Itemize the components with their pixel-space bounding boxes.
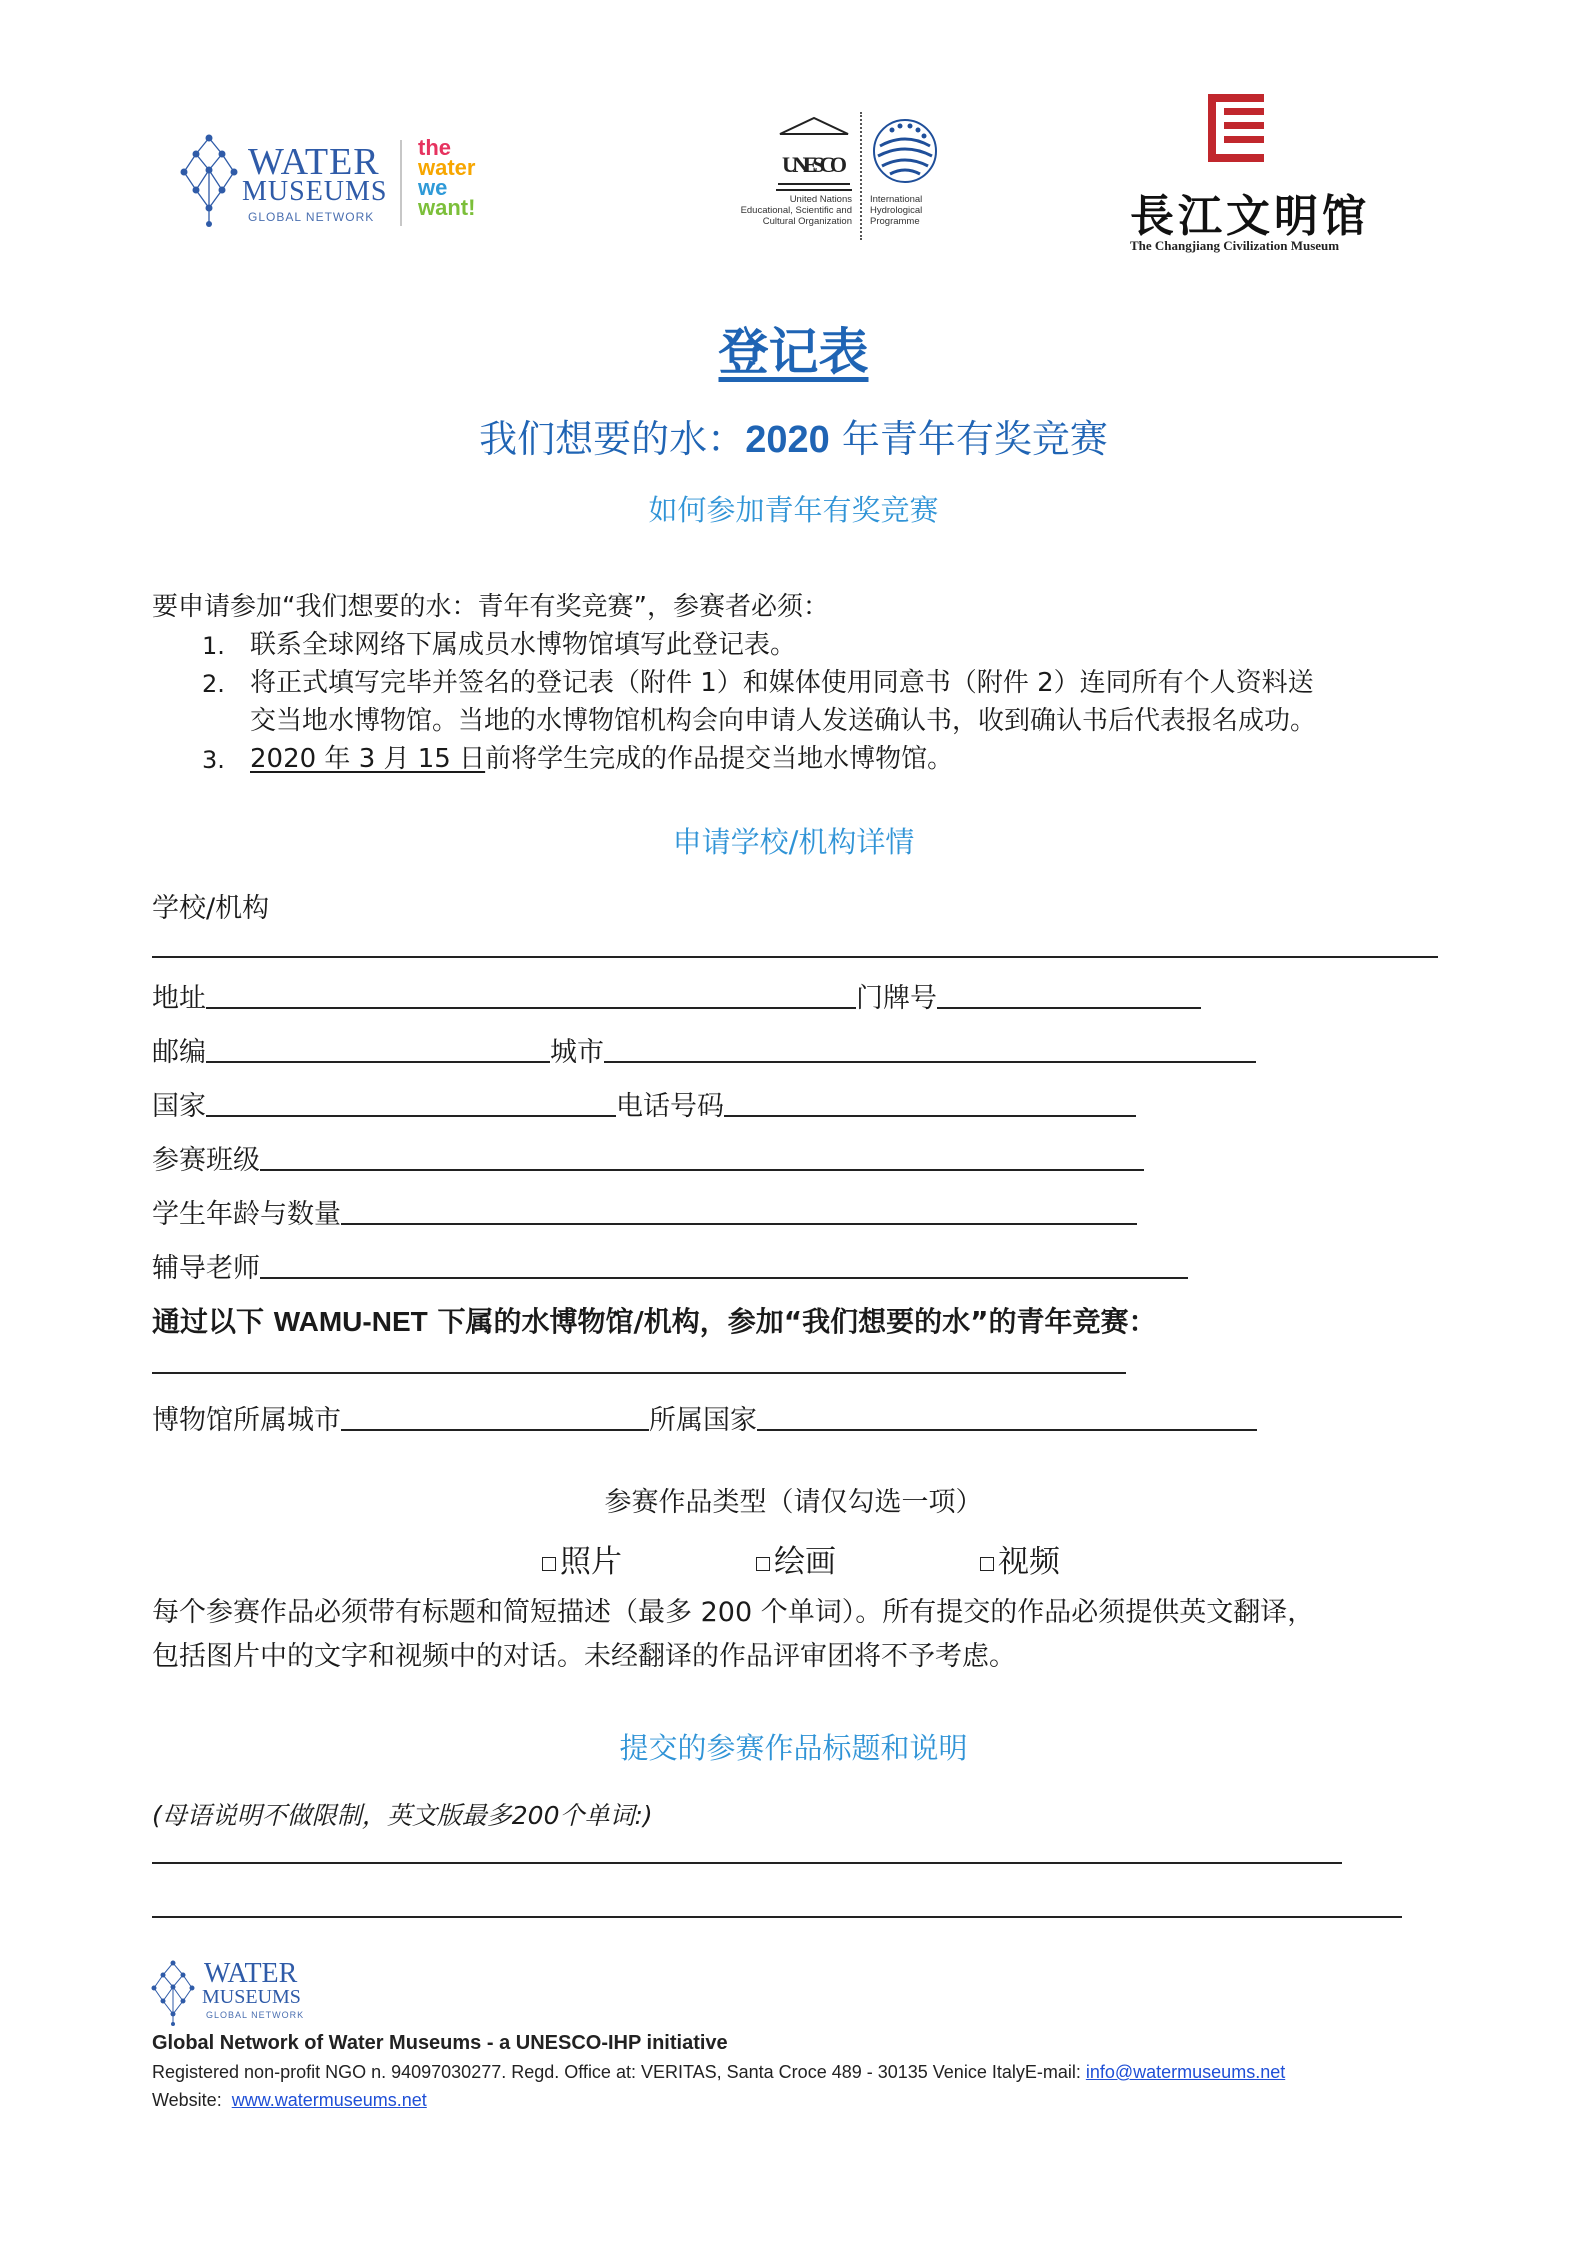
- country-label: 国家: [152, 1091, 206, 1122]
- unesco-name-line: Educational, Scientific and: [740, 205, 852, 216]
- wamu-word-network: GLOBAL NETWORK: [248, 210, 375, 224]
- intro-text: 要申请参加“我们想要的水：青年有奖竞赛”，参赛者必须：: [152, 592, 829, 622]
- footer-registration-text: Registered non-profit NGO n. 94097030277. Regd. Office at: VERITAS, Santa Croce 489 - 30135 Venice ItalyE-mail:: [152, 2062, 1086, 2082]
- logo-divider: [400, 140, 402, 226]
- entry-type-photo[interactable]: [542, 1536, 622, 1581]
- footer-water-museums-logo: [150, 1958, 320, 2028]
- entry-description-line[interactable]: [152, 1916, 1402, 1918]
- tagline-word: the: [418, 135, 451, 160]
- class-label: 参赛班级: [152, 1145, 260, 1176]
- country-input-line[interactable]: [206, 1091, 616, 1117]
- footer-organization: Global Network of Water Museums - a UNESCO-IHP initiative: [152, 2032, 728, 2054]
- footer-website: [152, 2090, 427, 2111]
- footer-email-link[interactable]: info@watermuseums.net: [1085, 2062, 1286, 2082]
- step-number: 2.: [202, 670, 225, 698]
- phone-input-line[interactable]: [724, 1091, 1136, 1117]
- address-row: [152, 976, 1201, 1016]
- city-label: 城市: [550, 1037, 604, 1068]
- changjiang-museum-logo: [1120, 92, 1370, 262]
- teacher-row: [152, 1246, 1188, 1286]
- teacher-input-line[interactable]: [260, 1253, 1188, 1279]
- subtitle-prefix: 我们想要的水：: [479, 417, 746, 461]
- deadline-date: 2020 年 3 月 15 日: [250, 744, 486, 774]
- svg-text:UNESCO: UNESCO: [782, 152, 846, 177]
- checkbox[interactable]: [980, 1557, 994, 1571]
- requirements-line: 每个参赛作品必须带有标题和简短描述（最多 200 个单词）。所有提交的作品必须提供英文翻译，: [152, 1597, 1315, 1628]
- wamu-word-water: WATER: [248, 141, 380, 183]
- age-count-row: [152, 1192, 1137, 1232]
- water-museums-logo: [178, 130, 508, 230]
- footer-logo-museums: MUSEUMS: [202, 1986, 301, 2008]
- museum-city-label: 博物馆所属城市: [152, 1405, 341, 1436]
- step-number: 3.: [202, 746, 225, 774]
- section-heading-how-to: 如何参加青年有奖竞赛: [648, 493, 939, 527]
- red-seal-icon: [1200, 92, 1272, 164]
- teacher-label: 辅导老师: [152, 1253, 260, 1284]
- unesco-name-line: United Nations: [789, 194, 852, 205]
- ihp-name-line: Programme: [870, 216, 920, 227]
- unesco-ihp-logo: [720, 112, 960, 244]
- tagline-word: water: [418, 155, 476, 180]
- entry-type-option-label: 绘画: [774, 1544, 836, 1580]
- footer-logo-water: WATER: [204, 1958, 298, 1989]
- house-number-label: 门牌号: [856, 983, 937, 1014]
- footer-website-link[interactable]: www.watermuseums.net: [231, 2090, 427, 2110]
- page-title: 登记表: [718, 323, 869, 381]
- age-count-label: 学生年龄与数量: [152, 1199, 341, 1230]
- tagline-word: want!: [418, 195, 476, 220]
- changjiang-museum-chinese-name: 長江文明馆: [1130, 191, 1370, 242]
- step-text: [250, 740, 953, 778]
- age-count-input-line[interactable]: [341, 1199, 1137, 1225]
- address-input-line[interactable]: [206, 983, 856, 1009]
- unesco-name: [720, 194, 852, 227]
- logo-divider: [860, 112, 862, 240]
- entry-type-option-label: 照片: [560, 1544, 622, 1580]
- via-museum-text: [152, 1300, 1157, 1340]
- via-museum-suffix: 下属的水博物馆/机构，参加“我们想要的水”的青年竞赛：: [427, 1305, 1157, 1338]
- unesco-name-line: Cultural Organization: [762, 216, 852, 227]
- section-heading-entry-title: 提交的参赛作品标题和说明: [619, 1731, 968, 1765]
- ihp-globe-icon: [870, 116, 940, 186]
- address-label: 地址: [152, 983, 206, 1014]
- entry-description-line[interactable]: [152, 1862, 1342, 1864]
- class-input-line[interactable]: [260, 1145, 1144, 1171]
- entry-type-option-label: 视频: [998, 1544, 1060, 1580]
- changjiang-museum-english-name: The Changjiang Civilization Museum: [1130, 238, 1340, 253]
- footer-logo-network: GLOBAL NETWORK: [206, 2010, 305, 2020]
- ihp-name-line: Hydrological: [870, 205, 923, 216]
- network-icon: [178, 130, 240, 230]
- ihp-name-line: International: [870, 194, 923, 205]
- footer-registration: [152, 2062, 1285, 2083]
- museum-city-country-row: [152, 1398, 1257, 1438]
- ihp-name: [870, 194, 922, 227]
- step-text-continued: 交当地水博物馆。当地的水博物馆机构会向申请人发送确认书，收到确认书后代表报名成功。: [250, 706, 1317, 736]
- page-subtitle: [0, 408, 1587, 463]
- class-row: [152, 1138, 1144, 1178]
- step-number: 1.: [202, 632, 225, 660]
- postcode-input-line[interactable]: [206, 1037, 550, 1063]
- via-museum-prefix: 通过以下: [152, 1305, 274, 1338]
- subtitle-year: 2020: [745, 419, 830, 461]
- postcode-city-row: [152, 1030, 1256, 1070]
- school-field: [152, 886, 269, 926]
- entry-description-note: (母语说明不做限制，英文版最多200个单词:): [152, 1801, 653, 1830]
- step-text: 联系全球网络下属成员水博物馆填写此登记表。: [250, 630, 797, 660]
- entry-type-painting[interactable]: [756, 1536, 836, 1581]
- network-icon: [150, 1958, 196, 2028]
- unesco-temple-icon: [774, 114, 854, 192]
- step-text-rest: 前将学生完成的作品提交当地水博物馆。: [485, 744, 954, 774]
- country-phone-row: [152, 1084, 1136, 1124]
- section-heading-details: 申请学校/机构详情: [672, 825, 915, 859]
- museum-country-input-line[interactable]: [757, 1405, 1257, 1431]
- checkbox[interactable]: [542, 1557, 556, 1571]
- step-text: 将正式填写完毕并签名的登记表（附件 1）和媒体使用同意书（附件 2）连同所有个人资料送: [250, 668, 1314, 698]
- entry-type-label: 参赛作品类型（请仅勾选一项）: [604, 1487, 983, 1518]
- school-label: 学校/机构: [152, 893, 270, 924]
- via-museum-wamu-net: WAMU-NET: [273, 1306, 428, 1337]
- school-input-line[interactable]: [152, 956, 1438, 958]
- checkbox[interactable]: [756, 1557, 770, 1571]
- house-number-input-line[interactable]: [937, 983, 1201, 1009]
- the-water-we-want-tagline: [418, 135, 476, 220]
- wamu-word-museums: MUSEUMS: [242, 176, 388, 207]
- footer-website-label: Website:: [152, 2090, 232, 2110]
- postcode-label: 邮编: [152, 1037, 206, 1068]
- city-input-line[interactable]: [604, 1037, 1256, 1063]
- entry-type-video[interactable]: [980, 1536, 1060, 1581]
- requirements-line: 包括图片中的文字和视频中的对话。未经翻译的作品评审团将不予考虑。: [152, 1641, 1016, 1672]
- museum-city-input-line[interactable]: [341, 1405, 649, 1431]
- subtitle-suffix: 年青年有奖竞赛: [829, 417, 1108, 461]
- phone-label: 电话号码: [616, 1091, 724, 1122]
- museum-input-line[interactable]: [152, 1372, 1126, 1374]
- tagline-word: we: [418, 175, 448, 200]
- museum-country-label: 所属国家: [649, 1405, 757, 1436]
